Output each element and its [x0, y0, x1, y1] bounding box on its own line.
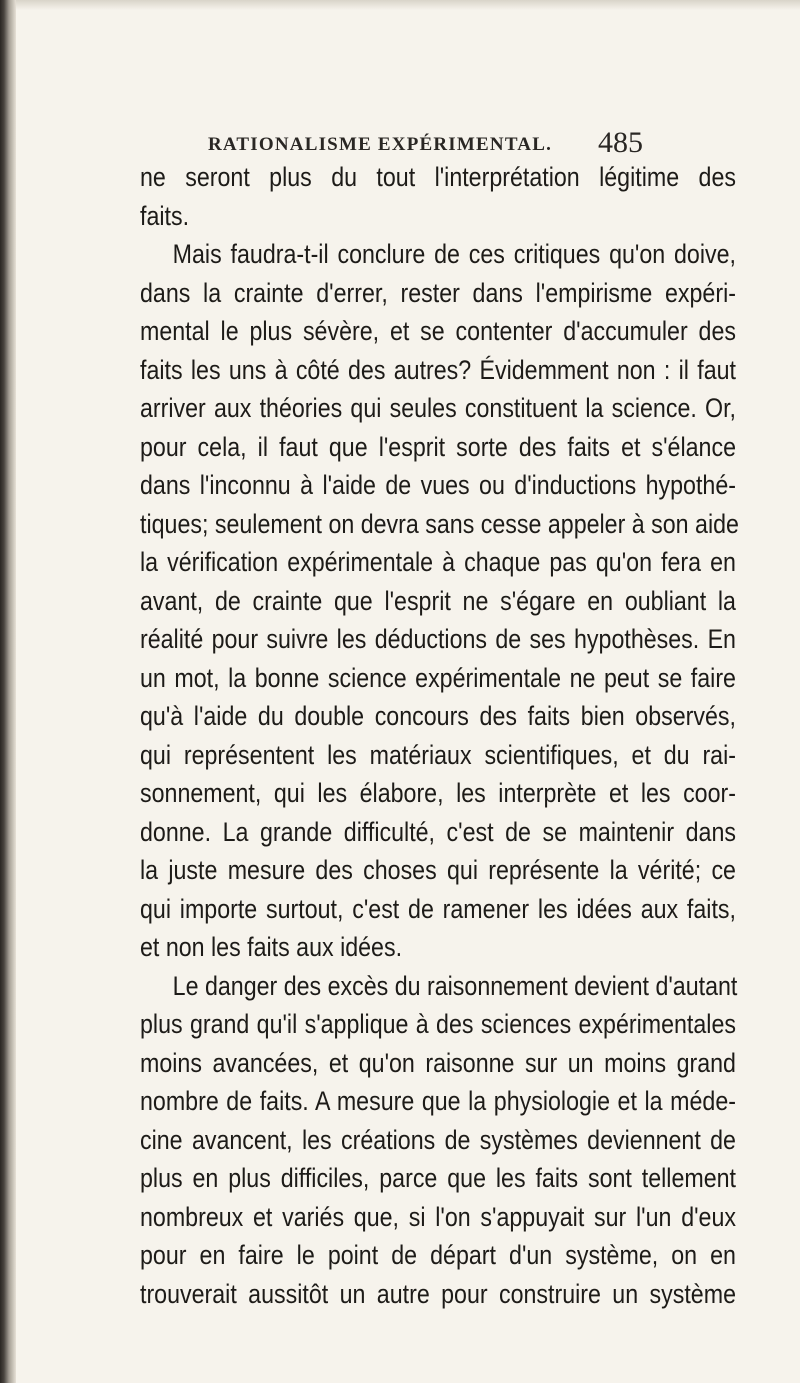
text-line: dans la crainte d'errer, rester dans l'empirisme expéri-: [140, 277, 736, 308]
text-line: cine avancent, les créations de systèmes deviennent de: [140, 1124, 736, 1155]
page-number: 485: [598, 126, 643, 159]
text-line: ne seront plus du tout l'interprétation légitime des: [140, 162, 736, 192]
text-line: réalité pour suivre les déductions de ses hypothèses. En: [140, 624, 736, 654]
text-line: pour cela, il faut que l'esprit sorte des faits et s'élance: [140, 431, 736, 462]
text-line: la juste mesure des choses qui représente la vérité; ce: [140, 855, 736, 885]
running-title: RATIONALISME EXPÉRIMENTAL.: [208, 134, 553, 155]
text-line: qu'à l'aide du double concours des faits bien observés,: [140, 701, 736, 731]
book-binding-edge: [0, 0, 16, 1383]
text-line: dans l'inconnu à l'aide de vues ou d'inductions hypothé-: [140, 470, 736, 500]
paragraph-start-line: Mais faudra-t-il conclure de ces critiques qu'on doive,: [172, 239, 736, 269]
text-line: faits.: [140, 200, 190, 231]
text-line: un mot, la bonne science expérimentale ne peut se faire: [140, 662, 736, 693]
text-line: la vérification expérimentale à chaque pas qu'on fera en: [140, 547, 736, 577]
page-edge-shadow: [16, 0, 800, 10]
page-header: [140, 128, 736, 162]
text-line: nombre de faits. A mesure que la physiologie et la méde-: [140, 1086, 736, 1116]
text-line: mental le plus sévère, et se contenter d'accumuler des: [140, 316, 736, 346]
text-line: pour en faire le point de départ d'un système, on en: [140, 1240, 736, 1270]
text-line: et non les faits aux idées.: [140, 932, 403, 962]
text-line: trouverait aussitôt un autre pour construire un système: [140, 1278, 736, 1309]
text-line: sonnement, qui les élabore, les interprète et les coor-: [140, 778, 736, 808]
text-line: faits les uns à côté des autres? Évidemment non : il faut: [140, 354, 736, 385]
text-line: plus grand qu'il s'applique à des sciences expérimentales: [140, 1009, 736, 1039]
paragraph-start-line: Le danger des excès du raisonnement devient d'autant: [172, 970, 738, 1001]
text-line: avant, de crainte que l'esprit ne s'égare en oubliant la: [140, 585, 736, 616]
text-line: qui importe surtout, c'est de ramener les idées aux faits,: [140, 893, 736, 924]
text-line: qui représentent les matériaux scientifiques, et du rai-: [140, 739, 736, 770]
text-line: tiques; seulement on devra sans cesse appeler à son aide: [140, 508, 739, 539]
text-line: nombreux et variés que, si l'on s'appuyait sur l'un d'eux: [140, 1201, 736, 1232]
text-line: plus en plus difficiles, parce que les faits sont tellement: [140, 1163, 736, 1193]
text-line: moins avancées, et qu'on raisonne sur un moins grand: [140, 1047, 736, 1078]
body-text: [140, 158, 739, 1313]
text-line: donne. La grande difficulté, c'est de se maintenir dans: [140, 816, 736, 847]
text-line: arriver aux théories qui seules constituent la science. Or,: [140, 393, 736, 423]
